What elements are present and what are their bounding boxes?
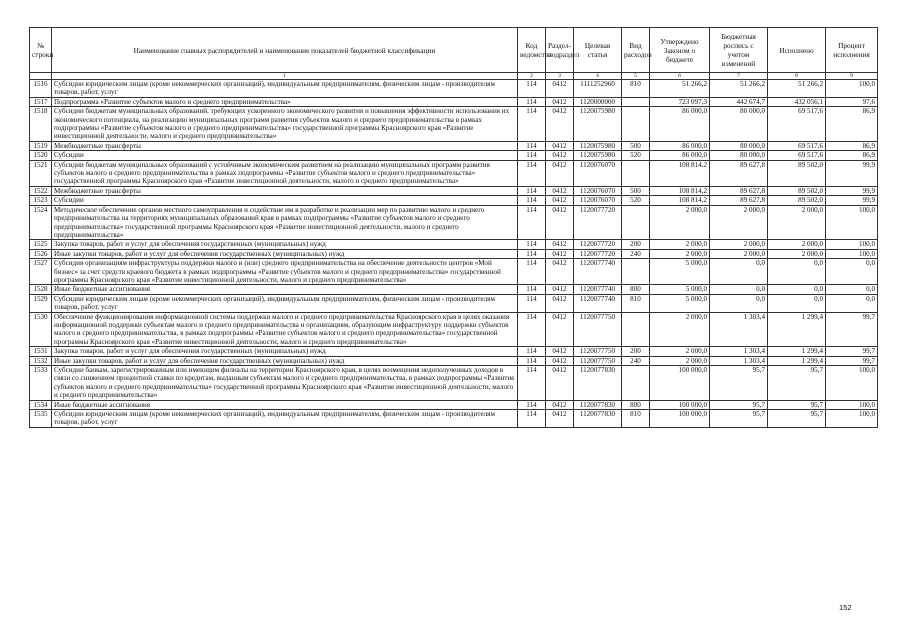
row-code-cell: 114	[518, 160, 546, 186]
column-number: 2	[518, 73, 546, 80]
row-target-cell: 1120077740	[574, 294, 622, 312]
row-code-cell: 114	[518, 356, 546, 365]
row-executed-cell: 89 502,0	[768, 186, 826, 195]
row-code-cell: 114	[518, 249, 546, 258]
column-number: 5	[622, 73, 650, 80]
row-section-cell: 0412	[546, 400, 574, 409]
row-percent-cell: 0,0	[826, 259, 878, 285]
row-type-cell: 520	[622, 151, 650, 160]
header-target-article: Целевая статья	[574, 28, 622, 73]
row-type-cell	[622, 312, 650, 347]
table-row	[30, 151, 878, 160]
header-section: Раздел-подраздел	[546, 28, 574, 73]
row-target-cell: 1120077720	[574, 249, 622, 258]
row-section-cell: 0412	[546, 249, 574, 258]
row-target-cell: 1120077830	[574, 400, 622, 409]
row-revised-cell: 95,7	[710, 400, 768, 409]
table-row	[30, 107, 878, 142]
row-type-cell	[622, 366, 650, 401]
row-percent-cell: 100,0	[826, 205, 878, 240]
row-approved-cell: 2 000,0	[650, 249, 710, 258]
row-target-cell: 1120077830	[574, 366, 622, 401]
row-executed-cell: 432 056,1	[768, 97, 826, 106]
row-percent-cell: 99,7	[826, 356, 878, 365]
row-approved-cell: 51 266,2	[650, 80, 710, 98]
row-code-cell: 114	[518, 141, 546, 150]
row-executed-cell: 95,7	[768, 366, 826, 401]
budget-execution-table	[29, 27, 878, 428]
row-section-cell: 0412	[546, 151, 574, 160]
header-executed: Исполнено	[768, 28, 826, 73]
row-approved-cell: 108 814,2	[650, 160, 710, 186]
row-percent-cell: 100,0	[826, 240, 878, 249]
row-number-cell: 1522	[30, 186, 52, 195]
row-code-cell: 114	[518, 97, 546, 106]
row-type-cell: 810	[622, 410, 650, 428]
row-percent-cell: 100,0	[826, 410, 878, 428]
row-number-cell: 1532	[30, 356, 52, 365]
row-target-cell: 1120075980	[574, 151, 622, 160]
row-executed-cell: 69 517,6	[768, 107, 826, 142]
table-header	[30, 28, 878, 80]
row-revised-cell: 80 000,0	[710, 151, 768, 160]
row-executed-cell: 1 299,4	[768, 356, 826, 365]
row-percent-cell: 0,0	[826, 294, 878, 312]
row-section-cell: 0412	[546, 97, 574, 106]
row-name-cell: Закупка товаров, работ и услуг для обеспечения государственных (муниципальных) нужд	[52, 347, 518, 356]
table-row	[30, 80, 878, 98]
row-code-cell: 114	[518, 400, 546, 409]
row-section-cell: 0412	[546, 366, 574, 401]
row-number-cell: 1534	[30, 400, 52, 409]
row-name-cell: Субсидии бюджетам муниципальных образований, требующих ускоренного экономического развития и повышения эффективности использования их экономического потенциала, на реализацию муниципальных программ развития субъектов малого и среднего предпринимательства в рамках подпрограммы «Развитие субъектов малого и среднего предпринимательства» государственной программы Красноярского края «Развитие инвестиционной деятельности, малого и среднего предпринимательства»	[52, 107, 518, 142]
row-target-cell: 1120076070	[574, 196, 622, 205]
column-number: 1	[52, 73, 518, 80]
column-number: 3	[546, 73, 574, 80]
row-approved-cell: 86 000,0	[650, 141, 710, 150]
row-name-cell: Субсидии юридическим лицам (кроме некоммерческих организаций), индивидуальным предпринимателям, физическим лицам - производителям товаров, работ, услуг	[52, 80, 518, 98]
row-name-cell: Субсидии	[52, 151, 518, 160]
row-approved-cell: 5 000,0	[650, 259, 710, 285]
row-target-cell: 1120077750	[574, 347, 622, 356]
row-executed-cell: 1 299,4	[768, 312, 826, 347]
row-percent-cell: 0,0	[826, 285, 878, 294]
row-number-cell: 1523	[30, 196, 52, 205]
row-name-cell: Подпрограмма «Развитие субъектов малого и среднего предпринимательства»	[52, 97, 518, 106]
row-revised-cell: 2 000,0	[710, 240, 768, 249]
row-code-cell: 114	[518, 312, 546, 347]
row-target-cell: 1120077750	[574, 356, 622, 365]
row-target-cell: 1120077740	[574, 259, 622, 285]
row-target-cell: 1120075980	[574, 141, 622, 150]
row-revised-cell: 2 000,0	[710, 205, 768, 240]
table-row	[30, 205, 878, 240]
table-row	[30, 160, 878, 186]
row-section-cell: 0412	[546, 141, 574, 150]
row-percent-cell: 100,0	[826, 80, 878, 98]
table-row	[30, 312, 878, 347]
row-type-cell: 240	[622, 356, 650, 365]
row-number-cell: 1535	[30, 410, 52, 428]
row-code-cell: 114	[518, 151, 546, 160]
row-percent-cell: 99,7	[826, 312, 878, 347]
row-section-cell: 0412	[546, 410, 574, 428]
row-percent-cell: 86,9	[826, 151, 878, 160]
header-row-number: № строки	[30, 28, 52, 73]
row-name-cell: Субсидии банкам, зарегистрированным или имеющим филиалы на территории Красноярского края, в целях возмещения недополученных доходов в связи со снижением процентной ставки по кредитам, выданным субъектам малого и среднего предпринимательства, в рамках подпрограммы «Развитие субъектов малого и среднего предпринимательства» государственной программы Красноярского края «Развитие инвестиционной деятельности, малого и среднего предпринимательства»	[52, 366, 518, 401]
row-executed-cell: 0,0	[768, 285, 826, 294]
table-row	[30, 186, 878, 195]
row-target-cell: 1120077720	[574, 240, 622, 249]
page-number: 152	[839, 603, 852, 612]
row-number-cell: 1530	[30, 312, 52, 347]
row-number-cell: 1531	[30, 347, 52, 356]
row-percent-cell: 100,0	[826, 366, 878, 401]
table-body	[30, 80, 878, 428]
row-section-cell: 0412	[546, 285, 574, 294]
column-number: 7	[710, 73, 768, 80]
row-number-cell: 1520	[30, 151, 52, 160]
table-row	[30, 259, 878, 285]
row-section-cell: 0412	[546, 205, 574, 240]
table-row	[30, 249, 878, 258]
row-approved-cell: 100 000,0	[650, 410, 710, 428]
row-revised-cell: 89 627,8	[710, 160, 768, 186]
row-code-cell: 114	[518, 196, 546, 205]
row-number-cell: 1517	[30, 97, 52, 106]
row-type-cell: 800	[622, 400, 650, 409]
row-approved-cell: 5 000,0	[650, 294, 710, 312]
row-approved-cell: 108 814,2	[650, 186, 710, 195]
row-name-cell: Методическое обеспечение органов местного самоуправления и содействие им в разработке и реализации мер по развитию малого и среднего предпринимательства на территориях муниципальных образований края в рамках подпрограммы «Развитие субъектов малого и среднего предпринимательства» государственной программы Красноярского края «Развитие инвестиционной деятельности, малого и среднего предпринимательства»	[52, 205, 518, 240]
row-revised-cell: 95,7	[710, 410, 768, 428]
row-type-cell: 520	[622, 196, 650, 205]
row-type-cell	[622, 107, 650, 142]
row-target-cell: 1120077720	[574, 205, 622, 240]
row-target-cell: 1120077830	[574, 410, 622, 428]
row-type-cell: 500	[622, 141, 650, 150]
row-code-cell: 114	[518, 259, 546, 285]
row-number-cell: 1518	[30, 107, 52, 142]
row-code-cell: 114	[518, 205, 546, 240]
table-row	[30, 294, 878, 312]
row-executed-cell: 69 517,6	[768, 141, 826, 150]
row-target-cell: 1120000000	[574, 97, 622, 106]
row-section-cell: 0412	[546, 356, 574, 365]
row-name-cell: Субсидии бюджетам муниципальных образований с устойчивым экономическим развитием на реализацию муниципальных программ развития субъектов малого и среднего предпринимательства в рамках подпрограммы «Развитие субъектов малого и среднего предпринимательства» государственной программы Красноярского края «Развитие инвестиционной деятельности, малого и среднего предпринимательства»	[52, 160, 518, 186]
row-name-cell: Обеспечение функционирования информационной системы поддержки малого и среднего предпринимательства Красноярского края в целях оказания информационной поддержки субъектам малого и среднего предпринимательства и организациям, образующим инфраструктуру поддержки субъектов малого и среднего предпринимательства, в рамках подпрограммы «Развитие субъектов малого и среднего предпринимательства» государственной программы Красноярского края «Развитие инвестиционной деятельности, малого и среднего предпринимательства»	[52, 312, 518, 347]
row-executed-cell: 1 299,4	[768, 347, 826, 356]
row-revised-cell: 1 303,4	[710, 347, 768, 356]
row-name-cell: Субсидия организациям инфраструктуры поддержки малого и (или) среднего предпринимательства на обеспечение деятельности центров «Мой бизнес» за счет средств краевого бюджета в рамках подпрограммы «Развитие субъектов малого и среднего предпринимательства» государственной программы Красноярского края «Развитие инвестиционной деятельности, малого и среднего предпринимательства»	[52, 259, 518, 285]
row-percent-cell: 99,9	[826, 160, 878, 186]
table-row	[30, 366, 878, 401]
row-type-cell: 500	[622, 186, 650, 195]
row-executed-cell: 95,7	[768, 410, 826, 428]
row-executed-cell: 89 502,0	[768, 160, 826, 186]
header-approved: Утверждено Законом о бюджете	[650, 28, 710, 73]
row-approved-cell: 2 000,0	[650, 205, 710, 240]
row-code-cell: 114	[518, 347, 546, 356]
row-type-cell: 810	[622, 80, 650, 98]
row-approved-cell: 100 000,0	[650, 366, 710, 401]
row-percent-cell: 100,0	[826, 400, 878, 409]
row-approved-cell: 2 000,0	[650, 356, 710, 365]
row-type-cell: 200	[622, 347, 650, 356]
row-target-cell: 1120077750	[574, 312, 622, 347]
table-row	[30, 196, 878, 205]
header-percent: Процент исполнения	[826, 28, 878, 73]
row-number-cell: 1525	[30, 240, 52, 249]
header-department-code: Код ведомства	[518, 28, 546, 73]
row-revised-cell: 80 000,0	[710, 107, 768, 142]
row-number-cell: 1533	[30, 366, 52, 401]
row-revised-cell: 95,7	[710, 366, 768, 401]
row-name-cell: Иные бюджетные ассигнования	[52, 400, 518, 409]
row-section-cell: 0412	[546, 240, 574, 249]
row-code-cell: 114	[518, 410, 546, 428]
table-row	[30, 347, 878, 356]
budget-table-container	[29, 27, 877, 428]
row-revised-cell: 442 674,7	[710, 97, 768, 106]
row-revised-cell: 89 627,8	[710, 196, 768, 205]
row-approved-cell: 2 000,0	[650, 347, 710, 356]
row-type-cell: 240	[622, 249, 650, 258]
row-revised-cell: 51 266,2	[710, 80, 768, 98]
row-number-cell: 1529	[30, 294, 52, 312]
row-executed-cell: 2 000,0	[768, 240, 826, 249]
row-approved-cell: 86 000,0	[650, 151, 710, 160]
row-executed-cell: 51 266,2	[768, 80, 826, 98]
row-section-cell: 0412	[546, 196, 574, 205]
table-row	[30, 410, 878, 428]
row-target-cell: 1120077740	[574, 285, 622, 294]
row-name-cell: Субсидии юридическим лицам (кроме некоммерческих организаций), индивидуальным предпринимателям, физическим лицам - производителям товаров, работ, услуг	[52, 294, 518, 312]
row-name-cell: Субсидии юридическим лицам (кроме некоммерческих организаций), индивидуальным предпринимателям, физическим лицам - производителям товаров, работ, услуг	[52, 410, 518, 428]
row-code-cell: 114	[518, 285, 546, 294]
row-number-cell: 1521	[30, 160, 52, 186]
row-target-cell: 1120075980	[574, 107, 622, 142]
row-code-cell: 114	[518, 186, 546, 195]
row-code-cell: 114	[518, 80, 546, 98]
row-type-cell	[622, 259, 650, 285]
row-approved-cell: 723 097,3	[650, 97, 710, 106]
row-section-cell: 0412	[546, 160, 574, 186]
header-name: Наименование главных распорядителей и наименование показателей бюджетной классификации	[52, 28, 518, 73]
row-approved-cell: 5 000,0	[650, 285, 710, 294]
row-executed-cell: 89 502,0	[768, 196, 826, 205]
row-revised-cell: 0,0	[710, 259, 768, 285]
row-approved-cell: 86 000,0	[650, 107, 710, 142]
row-percent-cell: 86,9	[826, 107, 878, 142]
row-executed-cell: 95,7	[768, 400, 826, 409]
row-name-cell: Иные закупки товаров, работ и услуг для обеспечения государственных (муниципальных) нужд	[52, 356, 518, 365]
row-section-cell: 0412	[546, 107, 574, 142]
row-approved-cell: 2 000,0	[650, 240, 710, 249]
row-type-cell	[622, 97, 650, 106]
table-row	[30, 356, 878, 365]
row-percent-cell: 99,7	[826, 347, 878, 356]
row-percent-cell: 86,9	[826, 141, 878, 150]
header-expense-type: Вид расходов	[622, 28, 650, 73]
row-number-cell: 1516	[30, 80, 52, 98]
row-name-cell: Субсидии	[52, 196, 518, 205]
row-type-cell: 810	[622, 294, 650, 312]
row-name-cell: Иные закупки товаров, работ и услуг для обеспечения государственных (муниципальных) нужд	[52, 249, 518, 258]
row-executed-cell: 2 000,0	[768, 249, 826, 258]
table-row	[30, 141, 878, 150]
row-section-cell: 0412	[546, 80, 574, 98]
row-executed-cell: 69 517,6	[768, 151, 826, 160]
column-number	[30, 73, 52, 80]
row-target-cell: 1120076070	[574, 186, 622, 195]
row-revised-cell: 1 303,4	[710, 356, 768, 365]
row-revised-cell: 0,0	[710, 294, 768, 312]
row-revised-cell: 2 000,0	[710, 249, 768, 258]
row-number-cell: 1527	[30, 259, 52, 285]
row-number-cell: 1526	[30, 249, 52, 258]
row-type-cell: 800	[622, 285, 650, 294]
column-number: 9	[826, 73, 878, 80]
row-code-cell: 114	[518, 107, 546, 142]
row-section-cell: 0412	[546, 294, 574, 312]
row-type-cell	[622, 205, 650, 240]
row-section-cell: 0412	[546, 312, 574, 347]
table-row	[30, 97, 878, 106]
row-revised-cell: 80 000,0	[710, 141, 768, 150]
row-percent-cell: 99,9	[826, 186, 878, 195]
row-number-cell: 1519	[30, 141, 52, 150]
row-percent-cell: 100,0	[826, 249, 878, 258]
row-executed-cell: 0,0	[768, 294, 826, 312]
row-approved-cell: 108 814,2	[650, 196, 710, 205]
table-row	[30, 400, 878, 409]
column-number-row	[30, 73, 878, 80]
column-number: 6	[650, 73, 710, 80]
row-executed-cell: 0,0	[768, 259, 826, 285]
row-target-cell: 1120076070	[574, 160, 622, 186]
table-row	[30, 285, 878, 294]
row-section-cell: 0412	[546, 347, 574, 356]
row-approved-cell: 2 000,0	[650, 312, 710, 347]
row-code-cell: 114	[518, 294, 546, 312]
row-name-cell: Межбюджетные трансферты	[52, 141, 518, 150]
row-revised-cell: 0,0	[710, 285, 768, 294]
row-target-cell: 1111252960	[574, 80, 622, 98]
row-executed-cell: 2 000,0	[768, 205, 826, 240]
row-revised-cell: 89 627,8	[710, 186, 768, 195]
row-name-cell: Иные бюджетные ассигнования	[52, 285, 518, 294]
row-name-cell: Межбюджетные трансферты	[52, 186, 518, 195]
row-type-cell: 200	[622, 240, 650, 249]
row-name-cell: Закупка товаров, работ и услуг для обеспечения государственных (муниципальных) нужд	[52, 240, 518, 249]
row-section-cell: 0412	[546, 186, 574, 195]
row-approved-cell: 100 000,0	[650, 400, 710, 409]
row-revised-cell: 1 303,4	[710, 312, 768, 347]
row-percent-cell: 97,6	[826, 97, 878, 106]
column-number: 8	[768, 73, 826, 80]
table-row	[30, 240, 878, 249]
row-code-cell: 114	[518, 240, 546, 249]
row-type-cell	[622, 160, 650, 186]
column-number: 4	[574, 73, 622, 80]
row-code-cell: 114	[518, 366, 546, 401]
row-number-cell: 1528	[30, 285, 52, 294]
row-percent-cell: 99,9	[826, 196, 878, 205]
row-section-cell: 0412	[546, 259, 574, 285]
row-number-cell: 1524	[30, 205, 52, 240]
header-revised: Бюджетная роспись с учетом изменений	[710, 28, 768, 73]
